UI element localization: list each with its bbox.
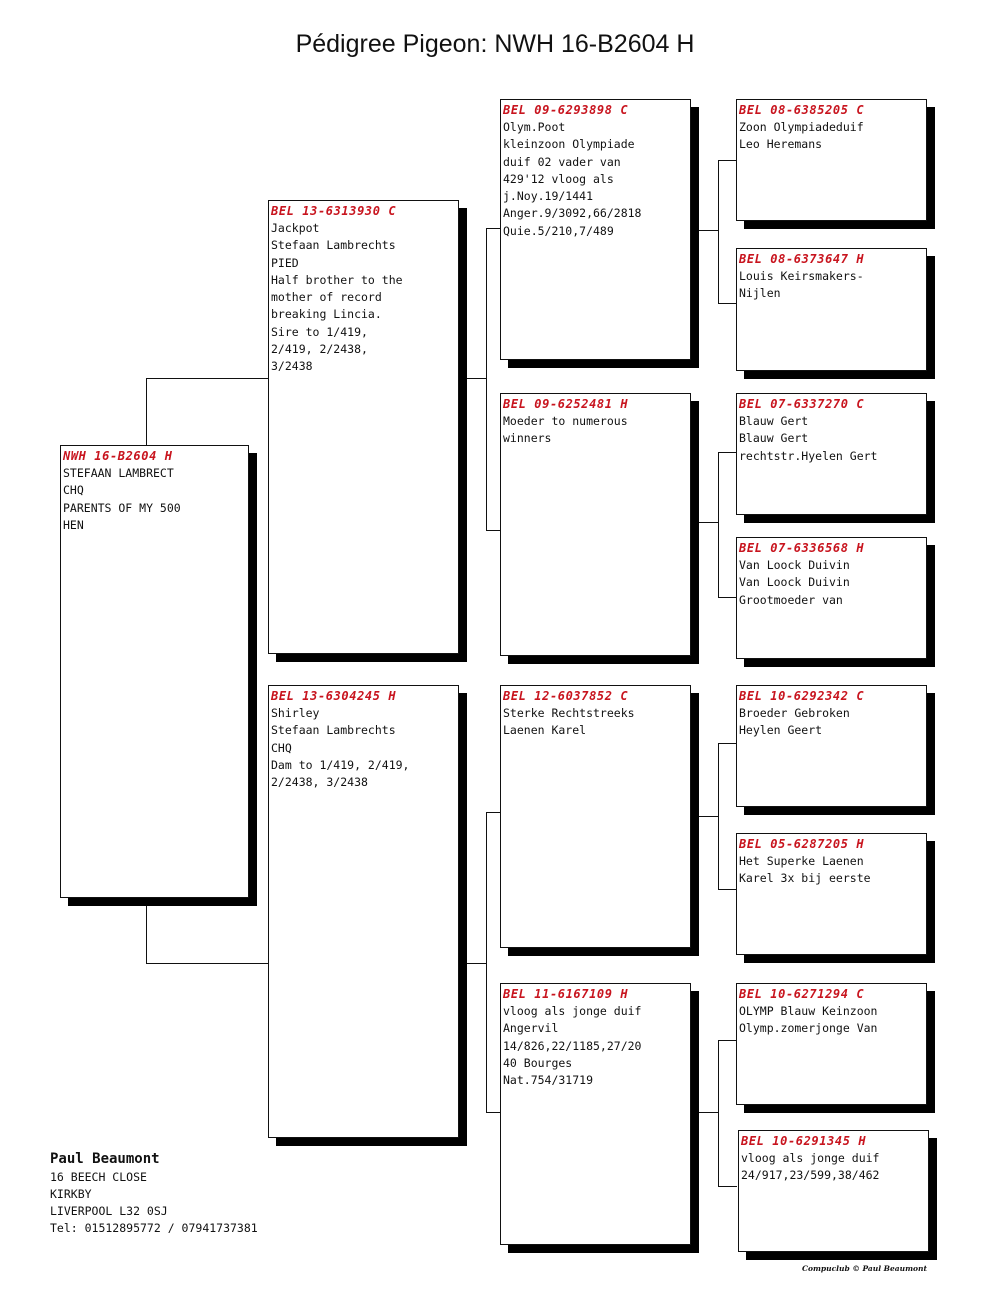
ring-number: BEL 13-6313930 C (271, 204, 397, 218)
connector (146, 378, 147, 445)
pigeon-notes: Zoon Olympiadeduif Leo Heremans (739, 120, 864, 152)
connector (458, 963, 486, 964)
connector (718, 160, 737, 161)
connector (718, 889, 737, 890)
ring-number: BEL 07-6336568 H (739, 541, 865, 555)
ring-number: BEL 13-6304245 H (271, 689, 397, 703)
pigeon-card-dds[interactable] (736, 983, 927, 1105)
ring-number: BEL 12-6037852 C (503, 689, 629, 703)
pigeon-card-dam-dam[interactable] (500, 983, 691, 1245)
connector (718, 452, 737, 453)
pigeon-card-sss[interactable] (736, 99, 927, 221)
connector (458, 378, 486, 379)
page-title: Pédigree Pigeon: NWH 16-B2604 H (295, 30, 695, 58)
connector (146, 378, 270, 379)
owner-address-line: 16 BEECH CLOSE (50, 1170, 147, 1184)
pigeon-notes: Broeder Gebroken Heylen Geert (739, 706, 850, 738)
pigeon-notes: Jackpot Stefaan Lambrechts PIED Half brother to the mother of record breaking Lincia. Sire to 1/419, 2/419, 2/2438, 3/2438 (271, 221, 403, 374)
connector (486, 812, 487, 1112)
connector (690, 522, 718, 523)
owner-contact (50, 1149, 258, 1237)
owner-address-line: KIRKBY (50, 1187, 92, 1201)
connector (718, 743, 719, 889)
pigeon-card-ssd[interactable] (736, 248, 927, 371)
pigeon-notes: Van Loock Duivin Van Loock Duivin Grootmoeder van (739, 558, 850, 607)
pigeon-notes: OLYMP Blauw Keinzoon Olymp.zomerjonge Van (739, 1004, 878, 1036)
connector (718, 452, 719, 597)
pigeon-card-subject[interactable] (60, 445, 249, 898)
ring-number: BEL 08-6385205 C (739, 103, 865, 117)
owner-address-line: LIVERPOOL L32 0SJ (50, 1204, 168, 1218)
ring-number: BEL 09-6252481 H (503, 397, 629, 411)
ring-number: BEL 10-6291345 H (741, 1134, 867, 1148)
ring-number: BEL 05-6287205 H (739, 837, 865, 851)
connector (690, 230, 718, 231)
connector (718, 597, 737, 598)
pigeon-card-dss[interactable] (736, 685, 927, 807)
pigeon-notes: vloog als jonge duif Angervil 14/826,22/1185,27/20 40 Bourges Nat.754/31719 (503, 1004, 642, 1088)
ring-number: BEL 08-6373647 H (739, 252, 865, 266)
pigeon-card-dam[interactable] (268, 685, 459, 1138)
pigeon-card-sire[interactable] (268, 200, 459, 654)
pigeon-card-sire-dam[interactable] (500, 393, 691, 656)
owner-phone: Tel: 01512895772 / 07941737381 (50, 1221, 258, 1235)
connector (690, 1112, 718, 1113)
pigeon-notes: Het Superke Laenen Karel 3x bij eerste (739, 854, 871, 886)
connector (718, 743, 737, 744)
connector (486, 228, 487, 530)
connector (718, 1186, 737, 1187)
ring-number: BEL 09-6293898 C (503, 103, 629, 117)
pigeon-notes: Shirley Stefaan Lambrechts CHQ Dam to 1/419, 2/419, 2/2438, 3/2438 (271, 706, 410, 790)
pigeon-notes: Olym.Poot kleinzoon Olympiade duif 02 vader van 429'12 vloog als j.Noy.19/1441 Anger.9/3092,66/2818 Quie.5/210,7/489 (503, 120, 642, 238)
pigeon-card-sire-sire[interactable] (500, 99, 691, 360)
connector (718, 160, 719, 303)
ring-number: BEL 11-6167109 H (503, 987, 629, 1001)
pigeon-card-sds[interactable] (736, 393, 927, 515)
ring-number: BEL 07-6337270 C (739, 397, 865, 411)
pigeon-notes: Moeder to numerous winners (503, 414, 628, 446)
pigeon-notes: Sterke Rechtstreeks Laenen Karel (503, 706, 635, 738)
pigeon-notes: vloog als jonge duif 24/917,23/599,38/462 (741, 1151, 880, 1183)
owner-name: Paul Beaumont (50, 1151, 160, 1167)
pigeon-card-ddd[interactable] (738, 1130, 929, 1252)
ring-number: NWH 16-B2604 H (63, 449, 173, 463)
connector (718, 1040, 737, 1041)
pigeon-notes: Louis Keirsmakers- Nijlen (739, 269, 864, 301)
pigeon-notes: Blauw Gert Blauw Gert rechtstr.Hyelen Gert (739, 414, 878, 463)
ring-number: BEL 10-6292342 C (739, 689, 865, 703)
connector (146, 897, 147, 963)
pigeon-notes: STEFAAN LAMBRECT CHQ PARENTS OF MY 500 HEN (63, 466, 181, 532)
connector (718, 1040, 719, 1186)
connector (718, 303, 737, 304)
connector (690, 816, 718, 817)
pigeon-card-dam-sire[interactable] (500, 685, 691, 948)
pigeon-card-dsd[interactable] (736, 833, 927, 955)
ring-number: BEL 10-6271294 C (739, 987, 865, 1001)
pigeon-card-sdd[interactable] (736, 537, 927, 659)
connector (146, 963, 270, 964)
footer-credit: Compuclub © Paul Beaumont (802, 1264, 927, 1273)
